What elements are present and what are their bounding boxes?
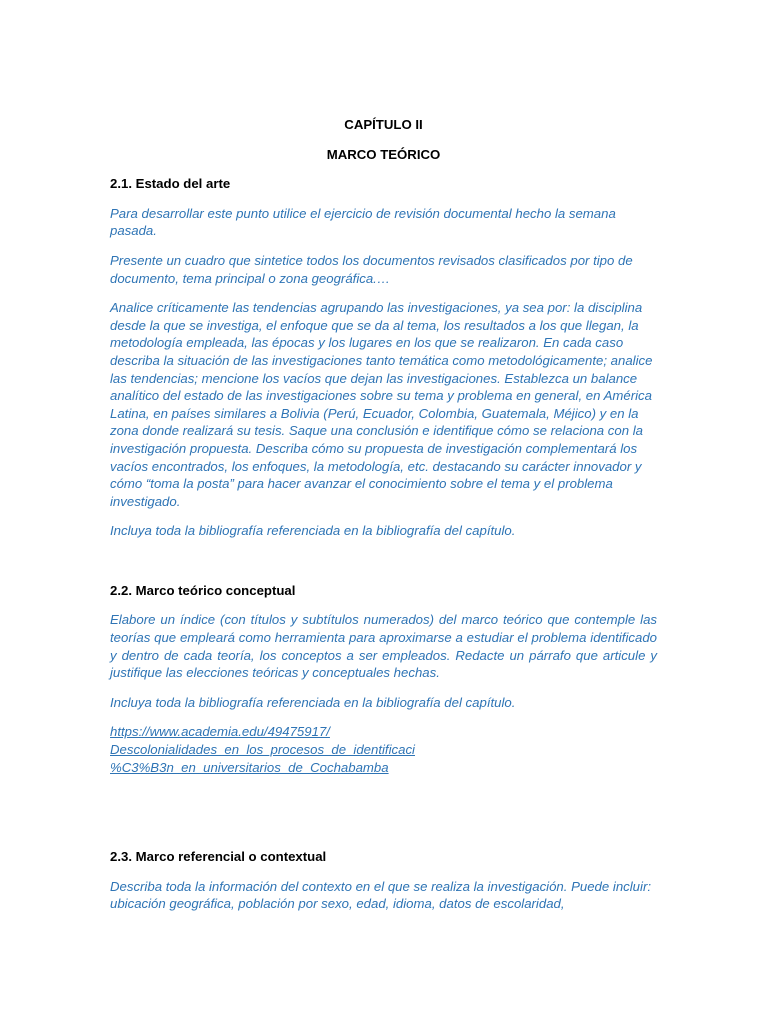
chapter-number: CAPÍTULO II bbox=[344, 117, 423, 132]
section-heading-marco-referencial: 2.3. Marco referencial o contextual bbox=[110, 849, 327, 865]
section-heading-marco-teorico-conceptual: 2.2. Marco teórico conceptual bbox=[110, 582, 296, 598]
instruction-paragraph: Analice críticamente las tendencias agrupando las investigaciones, ya sea por: la disciplina desde la que se investiga, el enfoque que se da al tema, los resultados a los que llegan, la metodología empleada, las épocas y los lugares en los que se realizaron. En cada caso describa la situación de las investigaciones tanto temática como metodológicamente; analice las tendencias; mencione los vacíos que dejan las investigaciones. Establezca un balance analítico del estado de las investigaciones sobre su tema y problema en general, en América Latina, en países similares a Bolivia (Perú, Ecuador, Colombia, Guatemala, Méjico) y en la zona donde realizará su tesis. Saque una conclusión e identifique cómo se relaciona con la investigación propuesta. Describa cómo su propuesta de investigación complementará los vacíos encontrados, los enfoques, la metodología, etc. destacando su carácter innovador y cómo “toma la posta” para hacer avanzar el conocimiento sobre el tema y el problema investigado. bbox=[110, 300, 653, 509]
reference-link-line[interactable]: Descolonialidades_en_los_procesos_de_identificaci bbox=[110, 742, 415, 758]
reference-link-line[interactable]: https://www.academia.edu/49475917/ bbox=[110, 724, 330, 740]
instruction-paragraph: Elabore un índice (con títulos y subtítulos numerados) del marco teórico que contemple las teorías que empleará como herramienta para aproximarse a estudiar el problema identificado y dentro de cada teoría, los conceptos a ser empleados. Redacte un párrafo que articule y justifique las elecciones teóricas y conceptuales hechas. bbox=[110, 612, 657, 681]
blank-line bbox=[110, 552, 657, 582]
reference-link[interactable] bbox=[110, 723, 657, 776]
chapter-title: MARCO TEÓRICO bbox=[326, 146, 441, 162]
instruction-paragraph: Describa toda la información del contexto en el que se realiza la investigación. Puede incluir: ubicación geográfica, población por sexo, edad, idioma, datos de escolaridad, bbox=[110, 878, 651, 912]
reference-link-line[interactable]: %C3%B3n_en_universitarios_de_Cochabamba bbox=[110, 759, 389, 775]
page-content bbox=[110, 116, 657, 925]
instruction-paragraph: Para desarrollar este punto utilice el ejercicio de revisión documental hecho la semana pasada. bbox=[110, 205, 616, 239]
instruction-paragraph: Incluya toda la bibliografía referenciada en la bibliografía del capítulo. bbox=[110, 523, 516, 539]
instruction-paragraph: Presente un cuadro que sintetice todos los documentos revisados clasificados por tipo de documento, tema principal o zona geográfica.… bbox=[110, 252, 633, 286]
section-heading-estado-del-arte: 2.1. Estado del arte bbox=[110, 176, 231, 192]
blank-line bbox=[110, 776, 657, 848]
instruction-paragraph: Incluya toda la bibliografía referenciada en la bibliografía del capítulo. bbox=[110, 694, 516, 710]
